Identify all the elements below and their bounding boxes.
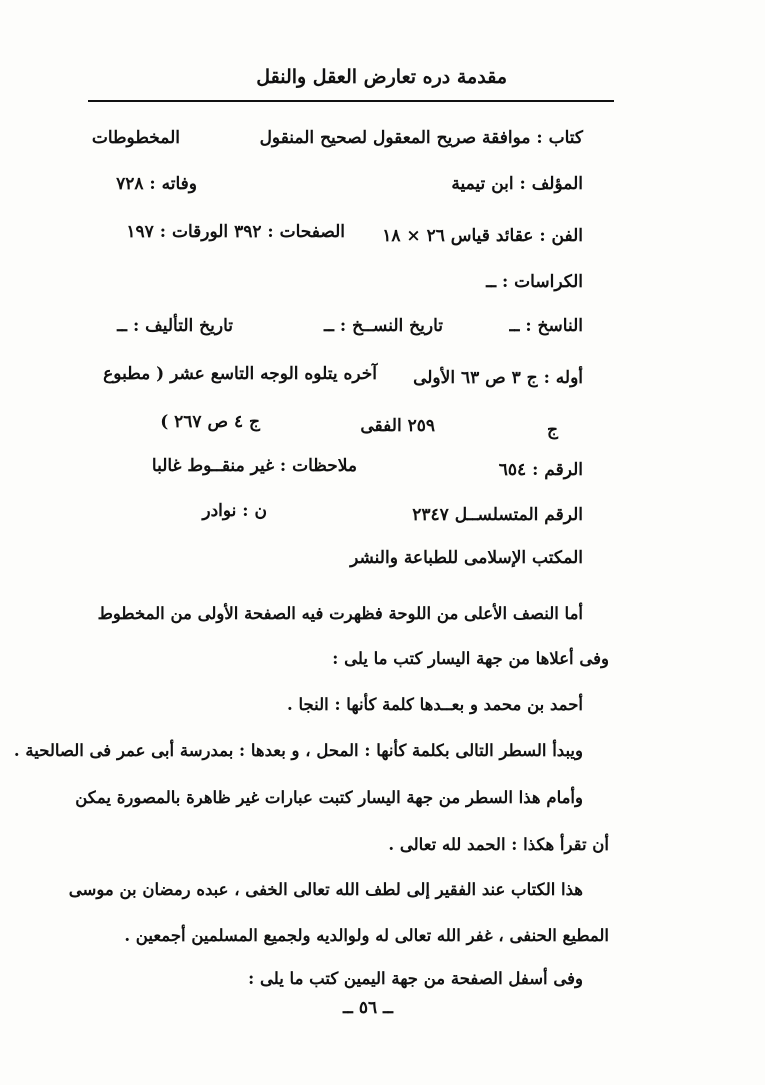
serial-line: الرقم المتسلســل ٢٣٤٧ [412,505,583,525]
copy-date-line: تاريخ النســخ : ــ [324,316,443,336]
quires-line: الكراسات : ــ [486,272,583,292]
book-title: كتاب : موافقة صريح المعقول لصحيح المنقول [259,128,583,148]
body-paragraph-2: وفى أعلاها من جهة اليسار كتب ما يلى : [332,649,609,668]
page-number: ــ ٥٦ ــ [342,998,393,1018]
body-paragraph-4: ويبدأ السطر التالى بكلمة كأنها : المحل ، و بعدها : بمدرسة أبى عمر فى الصالحية . [13,741,583,760]
death-line: وفاته : ٧٢٨ [116,174,197,194]
ends-line: آخره يتلوه الوجه التاسع عشر ( مطبوع [103,364,377,384]
body-paragraph-7: هذا الكتاب عند الفقير إلى لطف الله تعالى الخفى ، عبده رمضان بن موسى [68,880,583,899]
authoring-date-line: تاريخ التأليف : ــ [117,316,233,336]
body-paragraph-1: أما النصف الأعلى من اللوحة فظهرت فيه الصفحة الأولى من المخطوط [97,604,583,623]
volume-ref-label: ج [547,420,558,440]
body-paragraph-3: أحمد بن محمد و بعــدها كلمة كأنها : النجا . [286,695,583,714]
body-paragraph-6: أن تقرأ هكذا : الحمد لله تعالى . [388,835,609,854]
header-rule [88,100,614,102]
body-paragraph-5: وأمام هذا السطر من جهة اليسار كتبت عبارات غير ظاهرة بالمصورة يمكن [75,788,583,807]
body-paragraph-9: وفى أسفل الصفحة من جهة اليمين كتب ما يلى : [248,969,583,988]
subject-line: الفن : عقائد قياس ٢٦ × ١٨ [382,226,583,246]
copyist-line: الناسخ : ــ [509,316,583,336]
volume-page-ref: ج ٤ ص ٢٦٧ ) [160,412,260,432]
author-line: المؤلف : ابن تيمية [451,174,583,194]
category-label: المخطوطات [91,128,180,148]
running-header: مقدمة دره تعارض العقل والنقل [256,66,507,88]
publisher-line: المكتب الإسلامى للطباعة والنشر [350,548,583,568]
notes-line: ملاحظات : غير منقــوط غالبا [151,456,357,476]
pages-line: الصفحات : ٣٩٢ الورقات : ١٩٧ [126,222,345,242]
rare-line: ن : نوادر [202,501,267,521]
faqi-ref: ٢٥٩ الفقى [360,416,435,436]
begins-line: أوله : ج ٣ ص ٦٣ الأولى [413,368,583,388]
number-line: الرقم : ٦٥٤ [498,460,583,480]
body-paragraph-8: المطيع الحنفى ، غفر الله تعالى له ولوالديه ولجميع المسلمين أجمعين . [124,926,609,945]
